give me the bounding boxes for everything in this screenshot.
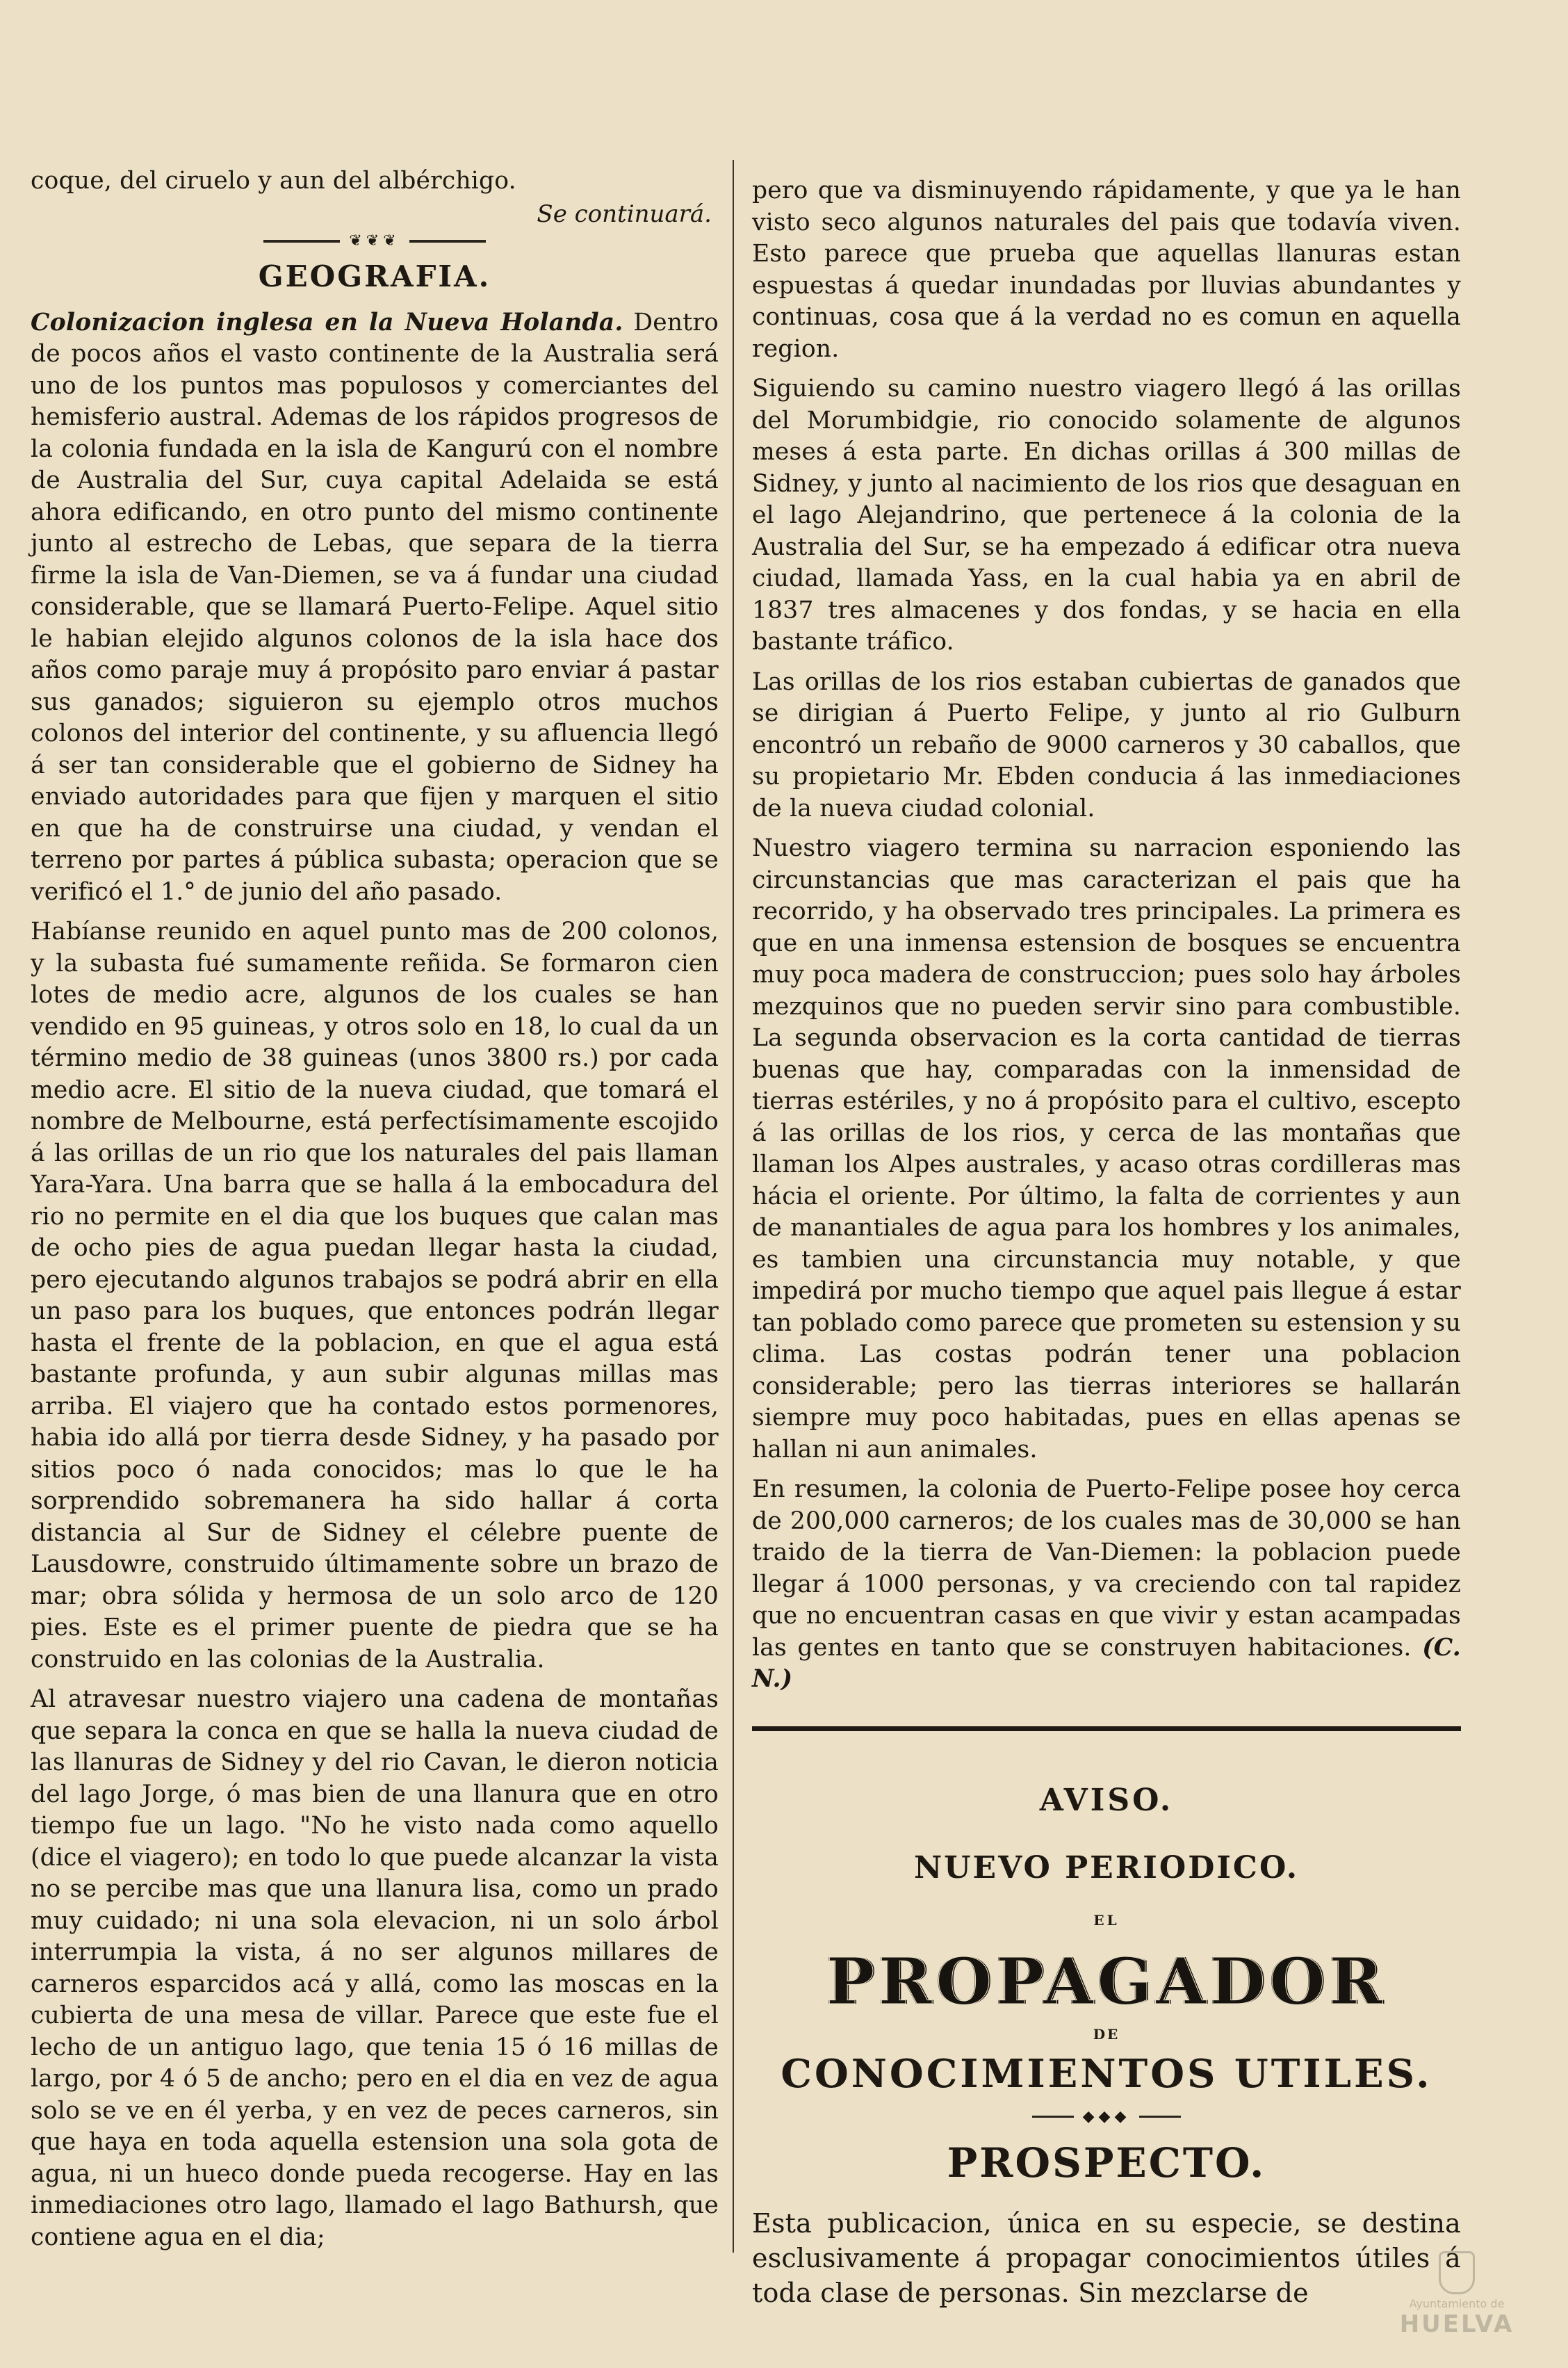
right-column — [752, 175, 1461, 2310]
article-paragraph — [752, 1474, 1461, 1696]
ornament-glyphs: ❦❦❦ — [349, 232, 400, 250]
archive-watermark — [1373, 2251, 1540, 2342]
ornament-line-right — [1139, 2116, 1181, 2118]
section-title-geografia: GEOGRAFIA. — [258, 259, 491, 293]
crest-icon — [1439, 2251, 1475, 2294]
ornament-line-right — [409, 240, 486, 243]
center-ornament — [752, 2108, 1461, 2125]
article-p1-text: Dentro de pocos años el vasto continente de la Australia será uno de los puntos mas populosos y comerciantes del hemisferio austral. Ademas de los rápidos progresos de la colonia fundada en la isla de Kangurú con el nombre de Australia del Sur, cuya capital Adelaida se está ahora edificando, en otro punto del mismo continente junto al estrecho de Lebas, que separa de la tierra firme la isla de Van-Diemen, se va á fundar una ciudad considerable, que se llamará Puerto-Felipe. Aquel sitio le habian elejido algunos colonos de la isla hace dos años como paraje muy á propósito paro enviar á pastar sus ganados; siguieron su ejemplo otros muchos colonos del interior del continente, y su afluencia llegó á ser tan considerable que el gobierno de Sidney ha enviado autoridades para que fijen y marquen el sitio en que ha de construirse una ciudad, y vendan el terreno por partes á pública subasta; operacion que se verificó el 1.° de junio del año pasado. — [31, 308, 719, 906]
watermark-line2: HUELVA — [1399, 2310, 1514, 2338]
article-paragraph: Siguiendo su camino nuestro viagero llegó á las orillas del Morumbidgie, rio conocido solamente de algunos meses á esta parte. En dichas orillas á 300 millas de Sidney, y junto al nacimiento de los rios que desaguan en el lago Alejandrino, que pertenece á la colonia de la Australia del Sur, se ha empezado á edificar otra nueva ciudad, llamada Yass, en la cual habia ya en abril de 1837 tres almacenes y dos fondas, y se hacia en ella bastante tráfico. — [752, 375, 1461, 656]
column-divider — [733, 160, 734, 2253]
section-rule — [752, 1726, 1461, 1731]
ornament-line-left — [263, 240, 340, 243]
lead-paragraph: coque, del ciruelo y aun del albérchigo. — [31, 167, 516, 195]
article-paragraph: pero que va disminuyendo rápidamente, y que ya le han visto seco algunos naturales del pais que todavía viven. Esto parece que prueba que aquellas llanuras estan espuestas á quedar inundadas por lluvias abundantes y continuas, cosa que á la verdad no es comun en aquella region. — [752, 177, 1461, 363]
article-paragraph: Al atravesar nuestro viajero una cadena de montañas que separa la conca en que se halla la nueva ciudad de las llanuras de Sidney y del rio Cavan, le dieron noticia del lago Jorge, ó mas bien de una llanura que en otro tiempo fue un lago. "No he visto nada como aquello (dice el viagero); en todo lo que puede alcanzar la vista no se percibe mas que una llanura lisa, como un prado muy cuidado; ni una sola elevacion, ni un solo árbol interrumpia la vista, á no ser algunos millares de carneros esparcidos acá y allá, como las moscas en la cubierta de una mesa de villar. Parece que este fue el lecho de un antiguo lago, que tenia 15 ó 16 millas de largo, por 4 ó 5 de ancho; pero en el dia en vez de agua solo se ve en él yerba, y en vez de peces carneros, sin que haya en toda aquella estension una sola gota de agua, ni un hueco donde pueda recogerse. Hay en las inmediaciones otro lago, llamado el lago Bathursh, que contiene agua en el dia; — [31, 1685, 719, 2251]
article-el: EL — [1093, 1911, 1120, 1929]
article-de: DE — [1093, 2025, 1120, 2043]
watermark-line1: Ayuntamiento de — [1409, 2297, 1505, 2310]
continuara-note: Se continuará. — [537, 200, 712, 228]
article-paragraph: Las orillas de los rios estaban cubiertas de ganados que se dirigian á Puerto Felipe, y junto al rio Gulburn encontró un rebaño de 9000 carneros y 30 caballos, que su propietario Mr. Ebden conducia á las inmediaciones de la nueva ciudad colonial. — [752, 667, 1461, 822]
ornament-glyphs: ◆◆◆ — [1082, 2107, 1131, 2125]
article-p5-text: En resumen, la colonia de Puerto-Felipe posee hoy cerca de 200,000 carneros; de los cuales mas de 30,000 se han traido de la tierra de Van-Diemen: la poblacion puede llegar á 1000 personas, y va creciendo con tal rapidez que no encuentran casas en que vivir y estan acampadas las gentes en tanto que se construyen habitaciones. — [752, 1475, 1461, 1662]
left-column — [31, 165, 719, 2253]
aviso-heading: AVISO. — [1039, 1782, 1174, 1818]
divider-ornament — [31, 232, 719, 250]
prospecto-paragraph: Esta publicacion, única en su especie, se destina esclusivamente á propagar conocimientos útiles á toda clase de personas. Sin mezclarse de — [752, 2207, 1461, 2308]
propagador-title: PROPAGADOR — [826, 1943, 1387, 2019]
article-paragraph — [31, 307, 719, 909]
article-paragraph: Nuestro viagero termina su narracion esponiendo las circunstancias que mas caracterizan el pais que ha recorrido, y ha observado tres principales. La primera es que en una inmensa estension de bosques se encuentra muy poca madera de construccion; pues solo hay árboles mezquinos que no pueden servir sino para combustible. La segunda observacion es la corta cantidad de tierras buenas que hay, comparadas con la inmensidad de tierras estériles, y no á propósito para el cultivo, escepto á las orillas de los rios, y cerca de las montañas que llaman los Alpes australes, y acaso otras cordilleras mas hácia el oriente. Por último, la falta de corrientes y aun de manantiales de agua para los hombres y los animales, es tambien una circunstancia muy notable, y que impedirá por mucho tiempo que aquel pais llegue á estar tan poblado como parece que prometen su estension y su clima. Las costas podrán tener una poblacion considerable; pero las tierras interiores se hallarán siempre muy poco habitadas, pues en ellas apenas se hallan ni aun animales. — [752, 834, 1461, 1463]
article-paragraph: Habíanse reunido en aquel punto mas de 200 colonos, y la subasta fué sumamente reñida. Se formaron cien lotes de medio acre, algunos de los cuales se han vendido en 95 guineas, y otros solo en 18, lo cual da un término medio de 38 guineas (unos 3800 rs.) por cada medio acre. El sitio de la nueva ciudad, que tomará el nombre de Melbourne, está perfectísimamente escojido á las orillas de un rio que los naturales del pais llaman Yara-Yara. Una barra que se halla á la embocadura del rio no permite en el dia que los buques que calan mas de ocho pies de agua puedan llegar hasta la ciudad, pero ejecutando algunos trabajos se podrá abrir en ella un paso para los buques, que entonces podrán llegar hasta el frente de la poblacion, en que el agua está bastante profunda, y aun subir algunas millas mas arriba. El viajero que ha contado estos pormenores, habia ido allá por tierra desde Sidney, y ha pasado por sitios poco ó nada conocidos; mas lo que le ha sorprendido sobremanera ha sido hallar á corta distancia al Sur de Sidney el célebre puente de Lausdowre, construido últimamente sobre un brazo de mar; obra sólida y hermosa de un solo arco de 120 pies. Este es el primer puente de piedra que se ha construido en las colonias de la Australia. — [31, 918, 719, 1673]
nuevo-periodico-heading: NUEVO PERIODICO. — [913, 1849, 1300, 1886]
ornament-line-left — [1032, 2116, 1074, 2118]
conocimientos-title: CONOCIMIENTOS UTILES. — [781, 2050, 1432, 2097]
article-title: Colonizacion inglesa en la Nueva Holanda. — [31, 308, 623, 336]
prospecto-heading: PROSPECTO. — [947, 2139, 1266, 2187]
signature: (C. N.) — [752, 1633, 1461, 1693]
